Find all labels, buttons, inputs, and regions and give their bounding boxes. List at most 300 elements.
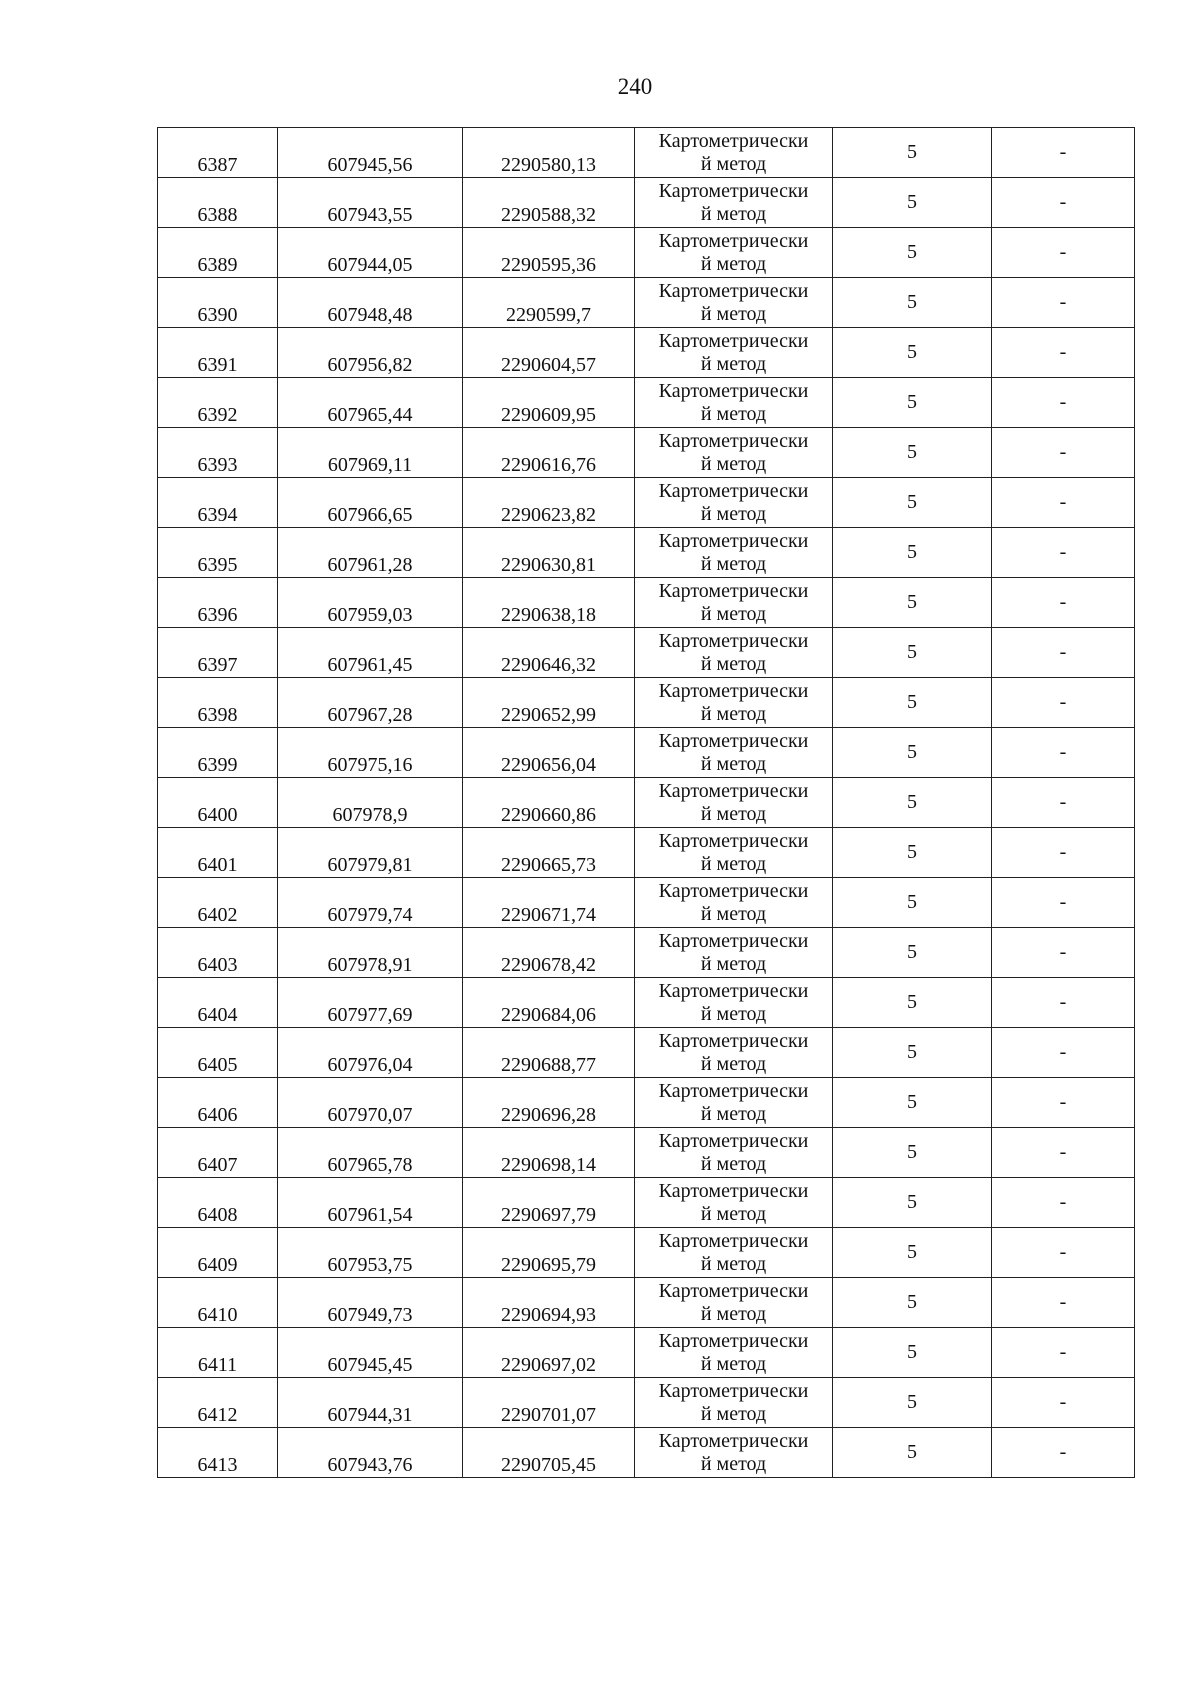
table-row (158, 1178, 1135, 1228)
note-cell (992, 928, 1135, 978)
accuracy-cell (833, 228, 992, 278)
y-coordinate-cell (463, 828, 635, 878)
method-line-2: й метод (700, 302, 767, 325)
y-coordinate: 2290671,74 (501, 904, 596, 926)
x-coordinate-cell (278, 1078, 463, 1128)
point-number: 6387 (197, 154, 238, 176)
x-coordinate: 607961,45 (327, 654, 413, 676)
point-number: 6405 (197, 1054, 238, 1076)
note-value: - (1059, 341, 1067, 363)
point-number-cell (158, 1178, 278, 1228)
method-line-1: Картометрически (658, 1229, 809, 1252)
method-cell (635, 1178, 833, 1228)
point-number-cell (158, 278, 278, 328)
point-number-cell (158, 528, 278, 578)
method-line-1: Картометрически (658, 829, 809, 852)
point-number-cell (158, 778, 278, 828)
accuracy-value: 5 (907, 1341, 917, 1363)
method-line-1: Картометрически (658, 1429, 809, 1452)
point-number: 6402 (197, 904, 238, 926)
x-coordinate-cell (278, 728, 463, 778)
x-coordinate-cell (278, 278, 463, 328)
table-row (158, 1378, 1135, 1428)
accuracy-cell (833, 1378, 992, 1428)
point-number-cell (158, 428, 278, 478)
x-coordinate: 607977,69 (327, 1004, 413, 1026)
method-line-2: й метод (700, 1452, 767, 1475)
point-number: 6398 (197, 704, 238, 726)
x-coordinate: 607944,05 (327, 254, 413, 276)
method-line-1: Картометрически (658, 229, 809, 252)
y-coordinate-cell (463, 678, 635, 728)
method-cell (635, 228, 833, 278)
accuracy-value: 5 (907, 1191, 917, 1213)
method-line-2: й метод (700, 352, 767, 375)
point-number: 6390 (197, 304, 238, 326)
method-line-2: й метод (700, 1352, 767, 1375)
method-line-1: Картометрически (658, 779, 809, 802)
accuracy-cell (833, 278, 992, 328)
note-value: - (1059, 1191, 1067, 1213)
method-line-1: Картометрически (658, 1329, 809, 1352)
method-line-1: Картометрически (658, 979, 809, 1002)
y-coordinate: 2290646,32 (501, 654, 596, 676)
note-cell (992, 578, 1135, 628)
point-number-cell (158, 1378, 278, 1428)
accuracy-value: 5 (907, 1091, 917, 1113)
point-number: 6394 (197, 504, 238, 526)
accuracy-value: 5 (907, 191, 917, 213)
accuracy-cell (833, 678, 992, 728)
point-number-cell (158, 478, 278, 528)
x-coordinate: 607944,31 (327, 1404, 413, 1426)
y-coordinate-cell (463, 878, 635, 928)
accuracy-cell (833, 1328, 992, 1378)
accuracy-cell (833, 328, 992, 378)
x-coordinate-cell (278, 778, 463, 828)
note-value: - (1059, 1141, 1067, 1163)
accuracy-cell (833, 478, 992, 528)
accuracy-value: 5 (907, 1291, 917, 1313)
note-value: - (1059, 391, 1067, 413)
note-cell (992, 778, 1135, 828)
accuracy-value: 5 (907, 1141, 917, 1163)
method-line-2: й метод (700, 702, 767, 725)
point-number: 6397 (197, 654, 238, 676)
note-value: - (1059, 491, 1067, 513)
note-value: - (1059, 841, 1067, 863)
table-row (158, 528, 1135, 578)
method-cell (635, 1378, 833, 1428)
accuracy-value: 5 (907, 741, 917, 763)
x-coordinate: 607961,54 (327, 1204, 413, 1226)
method-line-2: й метод (700, 452, 767, 475)
x-coordinate: 607967,28 (327, 704, 413, 726)
table-row (158, 678, 1135, 728)
x-coordinate-cell (278, 178, 463, 228)
y-coordinate-cell (463, 1228, 635, 1278)
method-line-1: Картометрически (658, 679, 809, 702)
point-number: 6408 (197, 1204, 238, 1226)
point-number: 6407 (197, 1154, 238, 1176)
method-line-1: Картометрически (658, 179, 809, 202)
point-number: 6401 (197, 854, 238, 876)
note-value: - (1059, 1091, 1067, 1113)
method-line-2: й метод (700, 1202, 767, 1225)
table-row (158, 628, 1135, 678)
x-coordinate-cell (278, 328, 463, 378)
accuracy-cell (833, 1228, 992, 1278)
x-coordinate-cell (278, 978, 463, 1028)
x-coordinate: 607975,16 (327, 754, 413, 776)
method-cell (635, 1078, 833, 1128)
accuracy-value: 5 (907, 291, 917, 313)
accuracy-value: 5 (907, 491, 917, 513)
accuracy-cell (833, 1028, 992, 1078)
note-cell (992, 178, 1135, 228)
method-line-2: й метод (700, 902, 767, 925)
point-number-cell (158, 128, 278, 178)
point-number: 6391 (197, 354, 238, 376)
note-value: - (1059, 791, 1067, 813)
method-cell (635, 428, 833, 478)
note-cell (992, 978, 1135, 1028)
accuracy-cell (833, 1078, 992, 1128)
table-row (158, 928, 1135, 978)
point-number: 6393 (197, 454, 238, 476)
accuracy-value: 5 (907, 541, 917, 563)
method-cell (635, 778, 833, 828)
coordinates-table (157, 127, 1135, 1478)
note-cell (992, 278, 1135, 328)
point-number: 6388 (197, 204, 238, 226)
note-cell (992, 1128, 1135, 1178)
accuracy-value: 5 (907, 141, 917, 163)
accuracy-value: 5 (907, 1241, 917, 1263)
point-number-cell (158, 378, 278, 428)
accuracy-value: 5 (907, 691, 917, 713)
x-coordinate: 607979,74 (327, 904, 413, 926)
point-number: 6412 (197, 1404, 238, 1426)
method-cell (635, 678, 833, 728)
method-line-1: Картометрически (658, 379, 809, 402)
y-coordinate: 2290580,13 (501, 154, 596, 176)
note-cell (992, 828, 1135, 878)
note-value: - (1059, 691, 1067, 713)
x-coordinate: 607978,9 (332, 804, 408, 826)
method-line-2: й метод (700, 252, 767, 275)
method-line-1: Картометрически (658, 429, 809, 452)
x-coordinate: 607945,45 (327, 1354, 413, 1376)
point-number-cell (158, 178, 278, 228)
accuracy-cell (833, 578, 992, 628)
method-cell (635, 1228, 833, 1278)
note-value: - (1059, 1341, 1067, 1363)
method-line-2: й метод (700, 1102, 767, 1125)
y-coordinate-cell (463, 578, 635, 628)
page-number: 240 (617, 74, 653, 99)
accuracy-cell (833, 1128, 992, 1178)
accuracy-value: 5 (907, 991, 917, 1013)
point-number-cell (158, 978, 278, 1028)
note-cell (992, 128, 1135, 178)
y-coordinate-cell (463, 1378, 635, 1428)
y-coordinate: 2290695,79 (501, 1254, 596, 1276)
method-cell (635, 278, 833, 328)
method-line-2: й метод (700, 1002, 767, 1025)
accuracy-value: 5 (907, 841, 917, 863)
method-cell (635, 328, 833, 378)
method-cell (635, 628, 833, 678)
method-cell (635, 128, 833, 178)
y-coordinate-cell (463, 428, 635, 478)
x-coordinate: 607965,44 (327, 404, 413, 426)
table-row (158, 428, 1135, 478)
y-coordinate: 2290609,95 (501, 404, 596, 426)
point-number-cell (158, 328, 278, 378)
y-coordinate: 2290705,45 (501, 1454, 596, 1476)
method-line-1: Картометрически (658, 579, 809, 602)
accuracy-cell (833, 528, 992, 578)
point-number: 6389 (197, 254, 238, 276)
x-coordinate-cell (278, 1428, 463, 1478)
note-cell (992, 428, 1135, 478)
accuracy-cell (833, 778, 992, 828)
y-coordinate-cell (463, 128, 635, 178)
x-coordinate: 607949,73 (327, 1304, 413, 1326)
note-cell (992, 1278, 1135, 1328)
point-number: 6400 (197, 804, 238, 826)
accuracy-value: 5 (907, 241, 917, 263)
accuracy-value: 5 (907, 891, 917, 913)
note-value: - (1059, 741, 1067, 763)
method-line-2: й метод (700, 152, 767, 175)
note-cell (992, 1178, 1135, 1228)
accuracy-value: 5 (907, 591, 917, 613)
y-coordinate-cell (463, 978, 635, 1028)
method-line-2: й метод (700, 602, 767, 625)
accuracy-value: 5 (907, 1441, 917, 1463)
x-coordinate-cell (278, 378, 463, 428)
method-line-1: Картометрически (658, 329, 809, 352)
method-line-2: й метод (700, 202, 767, 225)
accuracy-cell (833, 978, 992, 1028)
table-row (158, 828, 1135, 878)
method-line-2: й метод (700, 1252, 767, 1275)
method-line-1: Картометрически (658, 479, 809, 502)
method-line-1: Картометрически (658, 1029, 809, 1052)
note-cell (992, 1078, 1135, 1128)
x-coordinate-cell (278, 828, 463, 878)
point-number-cell (158, 878, 278, 928)
table-row (158, 1078, 1135, 1128)
y-coordinate: 2290638,18 (501, 604, 596, 626)
y-coordinate: 2290595,36 (501, 254, 596, 276)
method-cell (635, 1328, 833, 1378)
point-number-cell (158, 1128, 278, 1178)
point-number-cell (158, 1328, 278, 1378)
y-coordinate-cell (463, 1128, 635, 1178)
x-coordinate-cell (278, 1378, 463, 1428)
note-value: - (1059, 1041, 1067, 1063)
note-value: - (1059, 591, 1067, 613)
y-coordinate: 2290688,77 (501, 1054, 596, 1076)
point-number: 6411 (197, 1354, 238, 1376)
method-cell (635, 378, 833, 428)
y-coordinate: 2290697,02 (501, 1354, 596, 1376)
table-row (158, 378, 1135, 428)
method-line-2: й метод (700, 802, 767, 825)
accuracy-cell (833, 928, 992, 978)
table-row (158, 278, 1135, 328)
method-line-1: Картометрически (658, 929, 809, 952)
note-cell (992, 528, 1135, 578)
y-coordinate: 2290684,06 (501, 1004, 596, 1026)
note-value: - (1059, 291, 1067, 313)
y-coordinate: 2290665,73 (501, 854, 596, 876)
y-coordinate-cell (463, 278, 635, 328)
table-row (158, 1228, 1135, 1278)
method-line-2: й метод (700, 1402, 767, 1425)
y-coordinate-cell (463, 1278, 635, 1328)
note-cell (992, 228, 1135, 278)
accuracy-cell (833, 628, 992, 678)
method-line-2: й метод (700, 502, 767, 525)
x-coordinate-cell (278, 128, 463, 178)
accuracy-cell (833, 728, 992, 778)
x-coordinate-cell (278, 228, 463, 278)
point-number-cell (158, 1078, 278, 1128)
table-row (158, 878, 1135, 928)
accuracy-value: 5 (907, 341, 917, 363)
point-number-cell (158, 228, 278, 278)
x-coordinate-cell (278, 428, 463, 478)
accuracy-cell (833, 1428, 992, 1478)
x-coordinate-cell (278, 578, 463, 628)
table-row (158, 328, 1135, 378)
method-cell (635, 828, 833, 878)
note-cell (992, 1228, 1135, 1278)
table-row (158, 778, 1135, 828)
method-line-1: Картометрически (658, 279, 809, 302)
x-coordinate-cell (278, 1028, 463, 1078)
x-coordinate: 607945,56 (327, 154, 413, 176)
note-value: - (1059, 941, 1067, 963)
x-coordinate-cell (278, 528, 463, 578)
accuracy-value: 5 (907, 641, 917, 663)
y-coordinate-cell (463, 178, 635, 228)
x-coordinate: 607969,11 (327, 454, 413, 476)
y-coordinate: 2290652,99 (501, 704, 596, 726)
method-line-1: Картометрически (658, 1379, 809, 1402)
method-line-2: й метод (700, 1152, 767, 1175)
accuracy-cell (833, 828, 992, 878)
accuracy-value: 5 (907, 391, 917, 413)
y-coordinate-cell (463, 928, 635, 978)
accuracy-cell (833, 1178, 992, 1228)
method-line-2: й метод (700, 952, 767, 975)
y-coordinate: 2290678,42 (501, 954, 596, 976)
y-coordinate: 2290588,32 (501, 204, 596, 226)
accuracy-cell (833, 378, 992, 428)
method-line-1: Картометрически (658, 129, 809, 152)
y-coordinate: 2290698,14 (501, 1154, 596, 1176)
table-row (158, 728, 1135, 778)
method-line-2: й метод (700, 552, 767, 575)
x-coordinate-cell (278, 1128, 463, 1178)
table-row (158, 128, 1135, 178)
y-coordinate: 2290697,79 (501, 1204, 596, 1226)
accuracy-value: 5 (907, 441, 917, 463)
method-cell (635, 928, 833, 978)
table-row (158, 228, 1135, 278)
y-coordinate-cell (463, 1328, 635, 1378)
method-cell (635, 878, 833, 928)
y-coordinate-cell (463, 1078, 635, 1128)
point-number: 6406 (197, 1104, 238, 1126)
point-number: 6413 (197, 1454, 238, 1476)
point-number: 6396 (197, 604, 238, 626)
point-number-cell (158, 1228, 278, 1278)
point-number: 6404 (197, 1004, 238, 1026)
x-coordinate-cell (278, 928, 463, 978)
note-value: - (1059, 1241, 1067, 1263)
method-cell (635, 978, 833, 1028)
x-coordinate: 607970,07 (327, 1104, 413, 1126)
accuracy-cell (833, 1278, 992, 1328)
y-coordinate-cell (463, 1178, 635, 1228)
y-coordinate-cell (463, 528, 635, 578)
note-cell (992, 628, 1135, 678)
y-coordinate-cell (463, 228, 635, 278)
note-value: - (1059, 241, 1067, 263)
note-value: - (1059, 441, 1067, 463)
table-row (158, 1278, 1135, 1328)
point-number-cell (158, 1278, 278, 1328)
note-cell (992, 878, 1135, 928)
x-coordinate: 607956,82 (327, 354, 413, 376)
method-cell (635, 1428, 833, 1478)
point-number: 6409 (197, 1254, 238, 1276)
y-coordinate: 2290660,86 (501, 804, 596, 826)
method-line-2: й метод (700, 652, 767, 675)
y-coordinate-cell (463, 628, 635, 678)
note-cell (992, 1328, 1135, 1378)
point-number-cell (158, 1428, 278, 1478)
method-line-1: Картометрически (658, 729, 809, 752)
y-coordinate: 2290599,7 (506, 304, 591, 326)
x-coordinate-cell (278, 1328, 463, 1378)
x-coordinate-cell (278, 478, 463, 528)
method-cell (635, 478, 833, 528)
y-coordinate-cell (463, 1428, 635, 1478)
method-line-1: Картометрически (658, 529, 809, 552)
y-coordinate: 2290696,28 (501, 1104, 596, 1126)
y-coordinate: 2290604,57 (501, 354, 596, 376)
method-cell (635, 528, 833, 578)
y-coordinate: 2290694,93 (501, 1304, 596, 1326)
x-coordinate: 607978,91 (327, 954, 413, 976)
x-coordinate-cell (278, 1278, 463, 1328)
y-coordinate: 2290623,82 (501, 504, 596, 526)
method-line-1: Картометрически (658, 879, 809, 902)
accuracy-cell (833, 178, 992, 228)
note-value: - (1059, 641, 1067, 663)
point-number-cell (158, 928, 278, 978)
point-number-cell (158, 578, 278, 628)
x-coordinate-cell (278, 678, 463, 728)
x-coordinate-cell (278, 1228, 463, 1278)
